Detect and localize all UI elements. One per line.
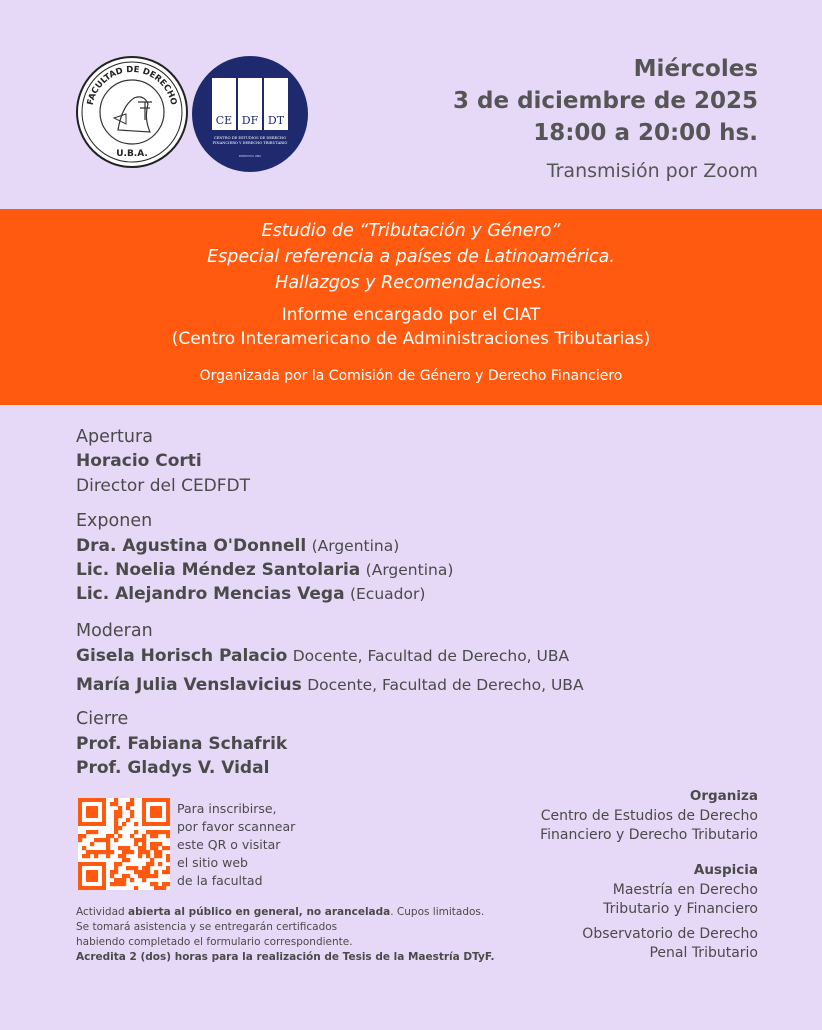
disclaimer-line: Se tomará asistencia y se entregarán certificados — [76, 921, 338, 933]
instruction-line: por favor scannear — [177, 819, 296, 834]
apertura-name: Horacio Corti — [76, 451, 202, 471]
instruction-line: Para inscribirse, — [177, 801, 277, 816]
auspicia-block — [582, 861, 758, 964]
cedfdt-caption: CENTRO DE ESTUDIOS DE DERECHO FINANCIERO Y DERECHO TRIBUTARIO — [212, 136, 288, 145]
auspicia-line: Observatorio de Derecho — [582, 925, 758, 942]
speaker-row: Lic. Alejandro Mencias Vega (Ecuador) — [76, 584, 426, 604]
disclaimer — [76, 905, 516, 965]
moderan-label: Moderan — [76, 621, 153, 641]
organiza-block — [540, 787, 758, 846]
uba-logo — [76, 56, 188, 168]
instruction-line: este QR o visitar — [177, 837, 281, 852]
disclaimer-line: Actividad abierta al público en general, no arancelada. Cupos limitados. — [76, 906, 485, 918]
organized-by: Organizada por la Comisión de Género y Derecho Financiero — [199, 368, 623, 384]
instruction-line: de la facultad — [177, 873, 263, 888]
organiza-label: Organiza — [689, 788, 758, 804]
registration-qr-code[interactable] — [78, 798, 170, 890]
instruction-line: el sitio web — [177, 855, 248, 870]
event-day: Miércoles — [633, 56, 758, 82]
title-line: Especial referencia a países de Latinoamérica. — [207, 247, 615, 267]
event-date: 3 de diciembre de 2025 — [452, 88, 758, 114]
closing-speaker: Prof. Fabiana Schafrik — [76, 734, 288, 754]
speaker-row: Lic. Noelia Méndez Santolaria (Argentina) — [76, 560, 454, 580]
registration-instructions — [177, 800, 295, 890]
cedfdt-small-text: DERECHO UBA — [238, 154, 262, 158]
exponen-label: Exponen — [76, 511, 153, 531]
uba-logo-bottom-text: U.B.A. — [116, 149, 148, 159]
uba-logo-top-text: FACULTAD DE DERECHO — [85, 64, 179, 107]
auspicia-label: Auspicia — [693, 862, 758, 878]
organiza-line: Centro de Estudios de Derecho — [540, 807, 758, 824]
auspicia-line: Tributario y Financiero — [603, 901, 758, 917]
report-line: Informe encargado por el CIAT — [281, 305, 541, 325]
moderator-row: María Julia Venslavicius Docente, Facultad de Derecho, UBA — [76, 675, 584, 695]
event-time: 18:00 a 20:00 hs. — [533, 120, 758, 146]
disclaimer-line: habiendo completado el formulario correspondiente. — [76, 936, 353, 948]
event-mode: Transmisión por Zoom — [546, 160, 758, 182]
speaker-row: Dra. Agustina O'Donnell (Argentina) — [76, 536, 400, 556]
auspicia-line: Penal Tributario — [649, 945, 758, 961]
cedfdt-logo — [192, 56, 308, 172]
cedfdt-cell-ce: CE — [215, 114, 233, 127]
apertura-role: Director del CEDFDT — [76, 476, 251, 496]
auspicia-line: Maestría en Derecho — [612, 881, 758, 898]
title-band — [0, 209, 822, 405]
moderator-row: Gisela Horisch Palacio Docente, Facultad de Derecho, UBA — [76, 646, 570, 666]
closing-speaker: Prof. Gladys V. Vidal — [76, 758, 270, 778]
cedfdt-cell-dt: DT — [267, 114, 285, 127]
report-info — [0, 303, 822, 351]
disclaimer-line: Acredita 2 (dos) horas para la realización de Tesis de la Maestría DTyF. — [76, 951, 495, 963]
title-line: Estudio de “Tributación y Género” — [261, 221, 561, 241]
cierre-label: Cierre — [76, 709, 129, 729]
report-line: (Centro Interamericano de Administraciones Tributarias) — [171, 329, 651, 349]
event-title — [0, 218, 822, 296]
organiza-line: Financiero y Derecho Tributario — [540, 827, 758, 843]
cedfdt-cell-df: DF — [241, 114, 259, 127]
apertura-label: Apertura — [76, 427, 153, 447]
title-line: Hallazgos y Recomendaciones. — [275, 273, 547, 293]
